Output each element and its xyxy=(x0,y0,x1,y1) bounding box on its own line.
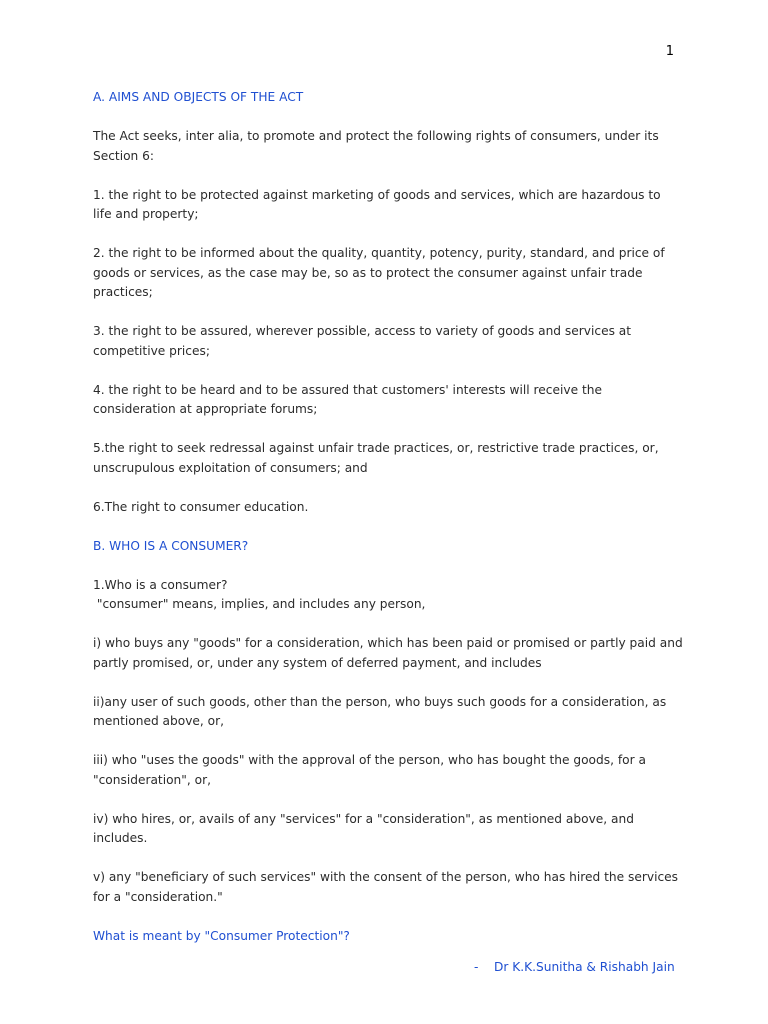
footer-authors-text: Dr K.K.Sunitha & Rishabh Jain xyxy=(494,960,675,974)
footer-dash: - xyxy=(474,960,479,974)
consumer-item: ii)any user of such goods, other than the person, who buys such goods for a consideration, as mentioned above, or, xyxy=(93,694,667,728)
section-a-intro: The Act seeks, inter alia, to promote and protect the following rights of consumers, under its Section 6: xyxy=(93,129,659,163)
section-b-question: 1.Who is a consumer? xyxy=(93,577,228,592)
right-item: 3. the right to be assured, wherever possible, access to variety of goods and services at competitive prices; xyxy=(93,324,632,358)
section-a-heading: A. AIMS AND OBJECTS OF THE ACT xyxy=(93,90,304,104)
section-b-definition: "consumer" means, implies, and includes any person, xyxy=(93,597,426,611)
section-b-heading: B. WHO IS A CONSUMER? xyxy=(93,538,249,553)
right-item: 2. the right to be informed about the quality, quantity, potency, purity, standard, and price of goods or services, as the case may be, so as to protect the consumer against unfair trade practices; xyxy=(93,246,665,299)
consumer-item: i) who buys any "goods" for a consideration, which has been paid or promised or partly paid and partly promised, or, under any system of deferred payment, and includes xyxy=(93,636,683,670)
right-item: 4. the right to be heard and to be assured that customers' interests will receive the consideration at appropriate forums; xyxy=(93,382,602,416)
page-number: 1 xyxy=(665,44,674,59)
consumer-item: iii) who "uses the goods" with the approval of the person, who has bought the goods, for a "consideration", or, xyxy=(93,753,646,787)
consumer-item: v) any "beneficiary of such services" with the consent of the person, who has hired the services for a "consideration." xyxy=(93,870,679,904)
document-body xyxy=(93,88,683,946)
right-item: 6.The right to consumer education. xyxy=(93,499,309,514)
section-c-heading: What is meant by "Consumer Protection"? xyxy=(93,928,350,943)
consumer-item: iv) who hires, or, avails of any "services" for a "consideration", as mentioned above, and includes. xyxy=(93,811,634,845)
right-item: 5.the right to seek redressal against unfair trade practices, or, restrictive trade practices, or, unscrupulous exploitation of consumers; and xyxy=(93,441,659,475)
footer-authors xyxy=(474,960,675,974)
right-item: 1. the right to be protected against marketing of goods and services, which are hazardous to life and property; xyxy=(93,187,661,221)
